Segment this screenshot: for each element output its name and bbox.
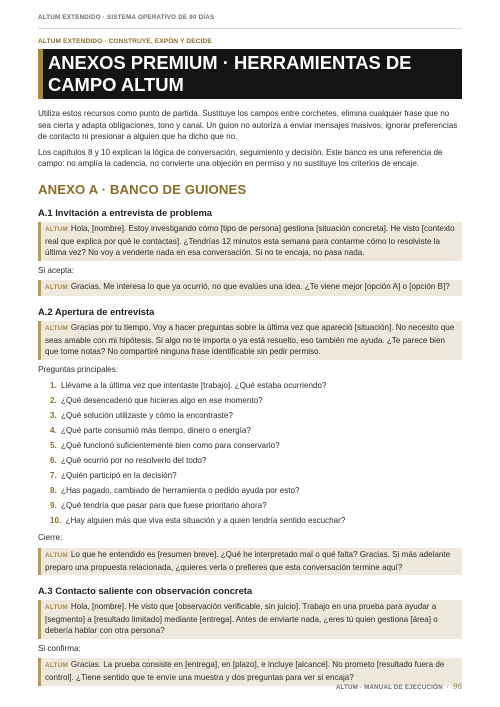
list-item xyxy=(38,423,462,438)
page-footer xyxy=(336,681,462,691)
altum-tag: ALTUM xyxy=(45,604,68,612)
script-block xyxy=(38,280,462,296)
altum-tag: ALTUM xyxy=(45,324,68,332)
script-block xyxy=(38,222,462,261)
list-item xyxy=(38,408,462,423)
questions-list xyxy=(38,378,462,528)
list-text: ¿Qué funcionó suficientemente bien como para conservarlo? xyxy=(61,441,280,451)
list-text: ¿Hay alguien más que viva esta situación y a quien tendría sentido escuchar? xyxy=(65,516,346,526)
list-text: ¿Quién participó en la decisión? xyxy=(61,471,177,481)
intro-paragraph: Los capítulos 8 y 10 explican la lógica de conversación, seguimiento y decisión. Este banco es una referencia de campo: no amplía la cadencia, no convierte una objeción en permiso y no sustituye los criterios de encaje. xyxy=(38,147,443,169)
list-item xyxy=(38,393,462,408)
footer-separator: · xyxy=(446,684,449,691)
script-text: Hola, [nombre]. He visto que [observación verificable, sin juicio]. Trabajo en una prueba para ayudar a [segmento] a [resultado limitado] mediante [entrega]. Antes de enviarte nada, ¿eres tú quien gestiona [área] o debería hablar con otra persona? xyxy=(45,602,438,636)
script-block xyxy=(38,600,462,639)
list-number: 5. xyxy=(50,441,57,451)
list-item xyxy=(38,468,462,483)
altum-tag: ALTUM xyxy=(45,284,68,292)
list-item xyxy=(38,453,462,468)
annex-title: ANEXO A · BANCO DE GUIONES xyxy=(38,181,247,197)
list-text: ¿Qué ocurrió por no resolverlo del todo? xyxy=(61,456,207,466)
questions-label: Preguntas principales: xyxy=(38,364,119,374)
list-number: 8. xyxy=(50,486,57,496)
list-number: 3. xyxy=(50,411,57,421)
list-text: ¿Qué solución utilizaste y cómo la encontraste? xyxy=(61,411,233,421)
script-text: Gracias. La prueba consiste en [entrega], en [plazo], e incluye [alcance]. No prometo [resultado fuera de control]. ¿Tiene sentido que te envíe una muestra y dos preguntas para ver si encaja? xyxy=(45,660,445,683)
list-item xyxy=(38,483,462,498)
list-number: 9. xyxy=(50,501,57,511)
script-label: Si acepta: xyxy=(38,265,74,275)
altum-tag: ALTUM xyxy=(45,225,68,233)
script-text: Lo que he entendido es [resumen breve]. ¿Qué he interpretado mal o qué falta? Gracias. Si más adelante preparo una propuesta relacionada, ¿quieres verla o prefieres que esta conversación termine aquí? xyxy=(45,549,451,572)
list-text: ¿Qué tendría que pasar para que fuese prioritario ahora? xyxy=(61,501,267,511)
section-heading-a1: A.1 Invitación a entrevista de problema xyxy=(38,206,213,218)
list-number: 1. xyxy=(50,381,57,391)
section-heading-a3: A.3 Contacto saliente con observación concreta xyxy=(38,585,253,597)
list-text: ¿Has pagado, cambiado de herramienta o pedido ayuda por esto? xyxy=(61,486,300,496)
list-item xyxy=(38,498,462,513)
altum-tag: ALTUM xyxy=(45,662,68,670)
footer-text: ALTUM · MANUAL DE EJECUCIÓN xyxy=(335,684,443,691)
running-header: ALTUM EXTENDIDO · SISTEMA OPERATIVO DE 90 DÍAS xyxy=(38,14,462,29)
section-heading-a2: A.2 Apertura de entrevista xyxy=(38,305,155,317)
script-block xyxy=(38,548,462,575)
script-label: Si confirma: xyxy=(38,643,81,653)
close-label: Cierre: xyxy=(38,533,63,543)
page-number: 96 xyxy=(453,681,462,691)
list-item xyxy=(38,513,462,528)
list-number: 4. xyxy=(50,426,57,436)
script-block xyxy=(38,321,462,360)
list-number: 7. xyxy=(50,471,57,481)
altum-tag: ALTUM xyxy=(45,551,68,559)
list-number: 2. xyxy=(50,396,57,406)
list-text: Llévame a la última vez que intentaste [trabajo]. ¿Qué estaba ocurriendo? xyxy=(61,381,327,391)
intro-paragraph: Utiliza estos recursos como punto de partida. Sustituye los campos entre corchetes, elimina cualquier frase que no sea cierta y adapta obligaciones, tono y canal. Un guion no autoriza a enviar mensajes masivos, ignorar preferencias de contacto ni presionar a alguien que ha dicho que no. xyxy=(38,109,458,142)
page-content xyxy=(38,38,462,686)
section-kicker: ALTUM EXTENDIDO · CONSTRUYE, EXPÓN Y DECIDE xyxy=(38,38,212,45)
title-banner xyxy=(38,49,462,99)
script-text: Hola, [nombre]. Estoy investigando cómo [tipo de persona] gestiona [situación concreta]. He visto [contexto real que explica por qué le contactas]. ¿Tendrías 12 minutos esta semana para contarme cómo lo resolviste la última vez? No voy a venderte nada en esa conversación. Si no te encaja, no pasa nada. xyxy=(45,223,455,258)
page-title: ANEXOS PREMIUM · HERRAMIENTAS DE CAMPO ALTUM xyxy=(48,52,412,95)
list-item xyxy=(38,378,462,393)
script-text: Gracias. Me interesa lo que ya ocurrió, no que evalúes una idea. ¿Te viene mejor [opción A] o [opción B]? xyxy=(70,282,450,292)
list-text: ¿Qué parte consumió más tiempo, dinero o energía? xyxy=(61,426,251,436)
list-text: ¿Qué desencadenó que hicieras algo en ese momento? xyxy=(61,396,263,406)
script-text: Gracias por tu tiempo. Voy a hacer preguntas sobre la última vez que apareció [situación]. No necesito que seas amable con mi hipótesis. Si algo no te importa o ya está resuelto, eso también me ayuda. ¿Te parece bien que tome notas? No compartiré ninguna frase identificable sin pedir permiso. xyxy=(45,322,455,357)
list-number: 10. xyxy=(50,516,62,526)
list-number: 6. xyxy=(50,456,57,466)
list-item xyxy=(38,438,462,453)
